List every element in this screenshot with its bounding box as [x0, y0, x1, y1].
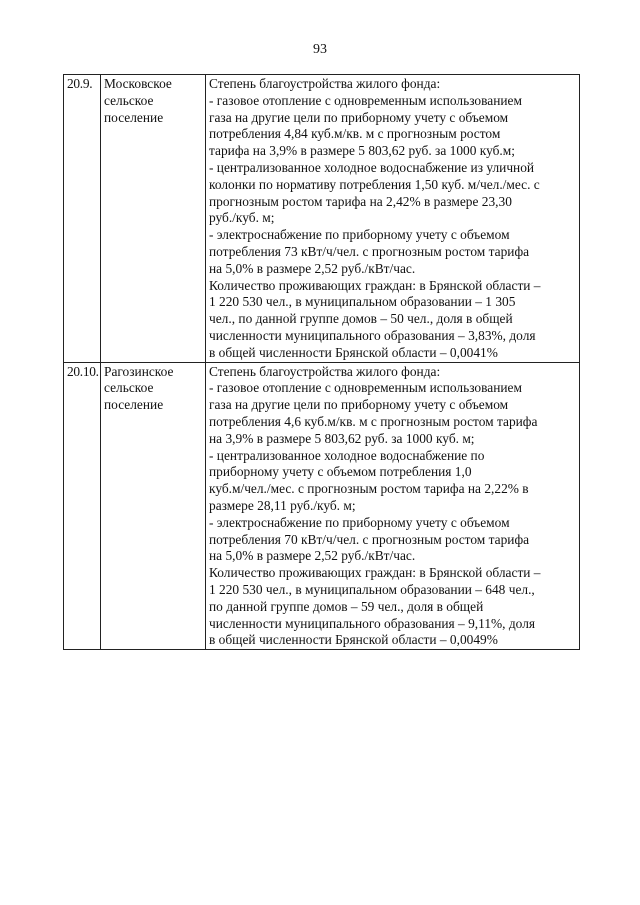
description-line: численности муниципального образования – 9,11%, доля — [209, 615, 536, 631]
settlement-name — [101, 362, 206, 650]
settlement-name-line: поселение — [104, 397, 164, 413]
description-line: - газовое отопление с одновременным использованием — [209, 92, 522, 108]
row-number: 20.9. — [64, 75, 101, 363]
description-line: в общей численности Брянской области – 0,0049% — [209, 632, 498, 648]
description-line: на 5,0% в размере 2,52 руб./кВт/час. — [209, 548, 416, 564]
housing-description — [206, 362, 580, 650]
description-line: Количество проживающих граждан: в Брянской области – — [209, 277, 541, 293]
housing-description — [206, 75, 580, 363]
description-line: - электроснабжение по приборному учету с объемом — [209, 514, 510, 530]
description-line: 1 220 530 чел., в муниципальном образовании – 648 чел., — [209, 581, 535, 597]
description-line: потребления 70 кВт/ч/чел. с прогнозным ростом тарифа — [209, 531, 530, 547]
description-line: руб./куб. м; — [209, 210, 275, 226]
description-line: в общей численности Брянской области – 0,0041% — [209, 344, 498, 360]
description-line: куб.м/чел./мес. с прогнозным ростом тарифа на 2,22% в — [209, 481, 529, 497]
description-line: потребления 4,84 куб.м/кв. м с прогнозным ростом — [209, 126, 501, 142]
description-line: газа на другие цели по приборному учету с объемом — [209, 109, 509, 125]
settlement-name-line: Рагозинское — [104, 363, 174, 379]
description-line: Количество проживающих граждан: в Брянской области – — [209, 565, 541, 581]
description-line: газа на другие цели по приборному учету с объемом — [209, 397, 509, 413]
table-row — [64, 75, 580, 363]
description-line: размере 28,11 руб./куб. м; — [209, 497, 356, 513]
settlement-name — [101, 75, 206, 363]
row-number: 20.10. — [64, 362, 101, 650]
description-line: колонки по нормативу потребления 1,50 куб. м/чел./мес. с — [209, 176, 540, 192]
settlements-table — [63, 74, 580, 650]
description-line: приборному учету с объемом потребления 1,0 — [209, 464, 472, 480]
description-line: на 5,0% в размере 2,52 руб./кВт/час. — [209, 260, 416, 276]
description-line: 1 220 530 чел., в муниципальном образовании – 1 305 — [209, 294, 516, 310]
settlement-name-line: сельское — [104, 92, 154, 108]
description-line: по данной группе домов – 59 чел., доля в общей — [209, 598, 484, 614]
description-line: потребления 73 кВт/ч/чел. с прогнозным ростом тарифа — [209, 243, 530, 259]
description-line: - централизованное холодное водоснабжение из уличной — [209, 159, 535, 175]
settlement-name-line: поселение — [104, 109, 164, 125]
description-line: тарифа на 3,9% в размере 5 803,62 руб. за 1000 куб.м; — [209, 143, 515, 159]
table-row — [64, 362, 580, 650]
settlement-name-line: сельское — [104, 380, 154, 396]
description-line: численности муниципального образования – 3,83%, доля — [209, 327, 536, 343]
description-line: на 3,9% в размере 5 803,62 руб. за 1000 куб. м; — [209, 430, 475, 446]
description-line: Степень благоустройства жилого фонда: — [209, 76, 441, 91]
description-line: Степень благоустройства жилого фонда: — [209, 363, 441, 379]
description-line: - электроснабжение по приборному учету с объемом — [209, 227, 510, 243]
page-number: 93 — [313, 42, 327, 57]
description-line: - централизованное холодное водоснабжение по — [209, 447, 485, 463]
description-line: прогнозным ростом тарифа на 2,42% в размере 23,30 — [209, 193, 512, 209]
description-line: чел., по данной группе домов – 50 чел., доля в общей — [209, 311, 513, 327]
description-line: - газовое отопление с одновременным использованием — [209, 380, 522, 396]
settlement-name-line: Московское — [104, 76, 172, 91]
description-line: потребления 4,6 куб.м/кв. м с прогнозным ростом тарифа — [209, 413, 538, 429]
